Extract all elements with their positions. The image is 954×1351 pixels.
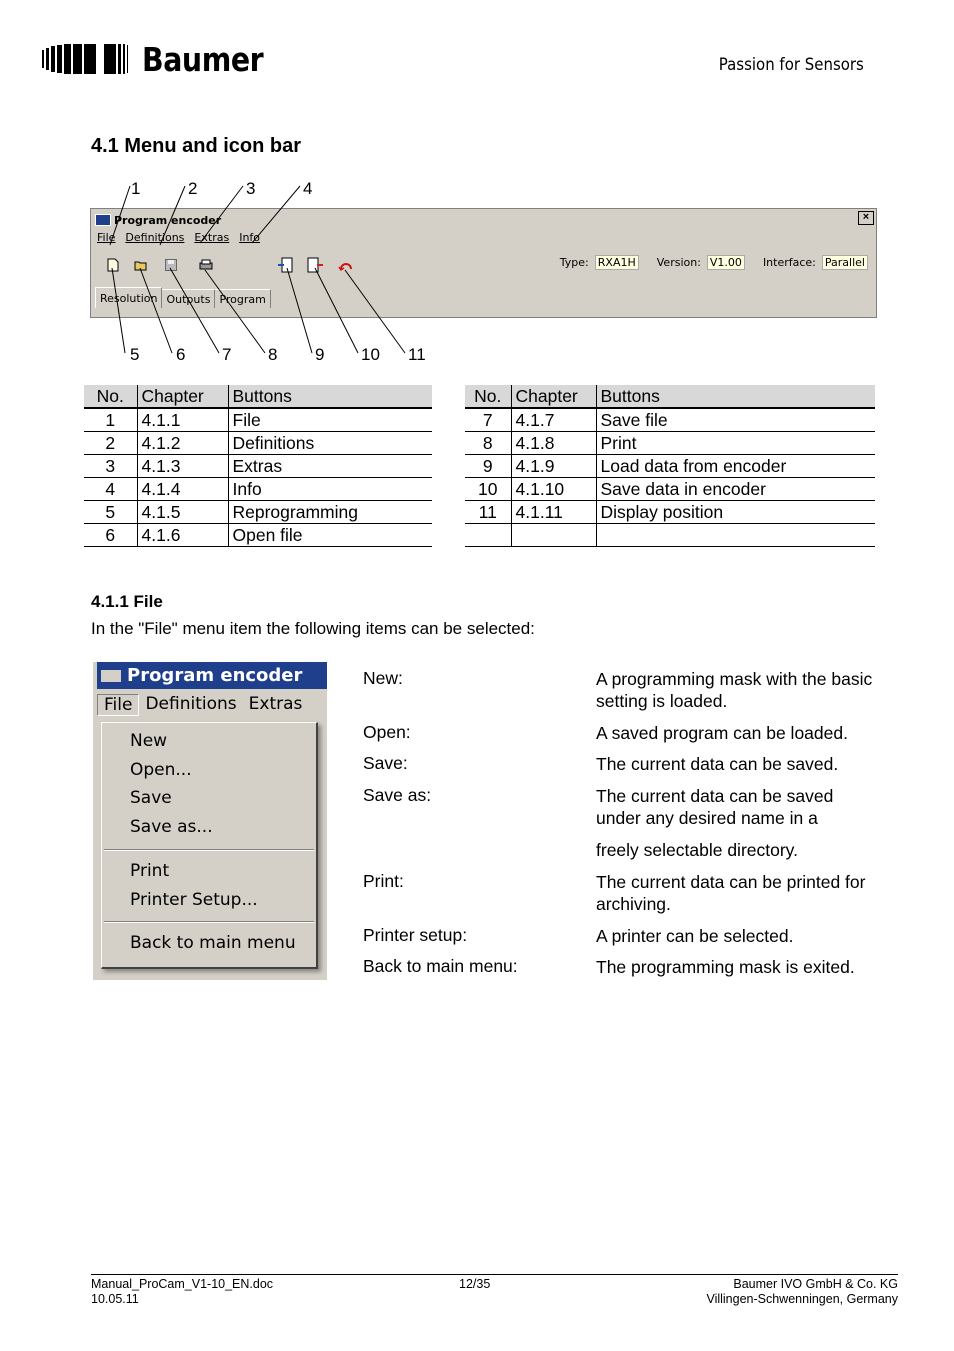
- cell-button: Load data from encoder: [596, 455, 875, 478]
- table-row: [465, 524, 875, 547]
- cell-chapter: 4.1.8: [511, 432, 596, 455]
- cell-chapter: 4.1.2: [137, 432, 228, 455]
- menu-item-new[interactable]: New: [130, 731, 168, 751]
- menu-extras[interactable]: Extras: [194, 231, 230, 244]
- footer-company: Baumer IVO GmbH & Co. KG: [733, 1277, 898, 1291]
- table-row: [465, 432, 875, 455]
- close-icon[interactable]: ×: [858, 211, 874, 225]
- file-dropdown: [101, 722, 318, 969]
- callout-2: 2: [188, 179, 198, 198]
- desc-text-new: A programming mask with the basic setting is loaded.: [596, 669, 873, 711]
- cell-no: 6: [84, 524, 137, 547]
- header-no: No.: [84, 385, 137, 408]
- callout-3: 3: [246, 179, 256, 198]
- menu-definitions[interactable]: Definitions: [145, 694, 237, 714]
- cell-no: 7: [465, 408, 511, 432]
- open-folder-icon[interactable]: [134, 258, 148, 272]
- cell-chapter: [511, 524, 596, 547]
- cell-chapter: 4.1.1: [137, 408, 228, 432]
- cell-no: 8: [465, 432, 511, 455]
- cell-button: Extras: [228, 455, 432, 478]
- printer-icon[interactable]: [199, 258, 213, 272]
- cell-chapter: 4.1.10: [511, 478, 596, 501]
- window-title: Program encoder: [114, 213, 222, 227]
- tab-outputs[interactable]: Outputs: [162, 289, 215, 308]
- desc-text-back-to-main: The programming mask is exited.: [596, 957, 855, 977]
- cell-no: 10: [465, 478, 511, 501]
- desc-text-open: A saved program can be loaded.: [596, 723, 848, 743]
- cell-chapter: 4.1.9: [511, 455, 596, 478]
- cell-no: 5: [84, 501, 137, 524]
- tagline: Passion for Sensors: [718, 55, 864, 75]
- cell-no: 11: [465, 501, 511, 524]
- cell-button: Save data in encoder: [596, 478, 875, 501]
- logo-mark-icon: [42, 44, 128, 74]
- desc-label-print: Print:: [363, 871, 404, 891]
- menu-item-save[interactable]: Save: [130, 788, 172, 808]
- cell-chapter: 4.1.3: [137, 455, 228, 478]
- desc-text-save-as-continued: freely selectable directory.: [596, 840, 798, 860]
- cell-button: Open file: [228, 524, 432, 547]
- type-value: RXA1H: [595, 255, 639, 270]
- tab-resolution[interactable]: Resolution: [95, 287, 162, 308]
- table-row: [465, 408, 875, 432]
- buttons-table-right: [465, 385, 875, 547]
- cell-chapter: 4.1.7: [511, 408, 596, 432]
- header-buttons: Buttons: [596, 385, 875, 408]
- desc-text-printer-setup: A printer can be selected.: [596, 926, 794, 946]
- cell-no: [465, 524, 511, 547]
- table-row: [84, 501, 432, 524]
- callout-5: 5: [130, 345, 140, 364]
- desc-label-new: New:: [363, 668, 403, 688]
- program-encoder-window: [90, 208, 877, 318]
- menu-item-save-as[interactable]: Save as...: [130, 817, 213, 837]
- app-icon: [95, 214, 111, 226]
- menu-separator: [104, 849, 314, 851]
- buttons-table-left: [84, 385, 432, 547]
- cell-no: 3: [84, 455, 137, 478]
- load-from-encoder-icon[interactable]: [277, 256, 295, 274]
- callout-7: 7: [222, 345, 232, 364]
- logo-text: Baumer: [142, 39, 264, 79]
- interface-value: Parallel: [822, 255, 868, 270]
- desc-text-save-as: The current data can be saved under any desired name in a: [596, 786, 834, 828]
- desc-label-open: Open:: [363, 722, 411, 742]
- footer-date: 10.05.11: [91, 1292, 139, 1306]
- desc-text-print: The current data can be printed for archiving.: [596, 872, 866, 914]
- menu-bar: [97, 231, 260, 244]
- header-chapter: Chapter: [137, 385, 228, 408]
- cell-no: 4: [84, 478, 137, 501]
- menu-item-back-to-main[interactable]: Back to main menu: [130, 933, 296, 953]
- version-value: V1.00: [707, 255, 745, 270]
- new-file-icon[interactable]: [106, 258, 120, 272]
- menu-extras[interactable]: Extras: [248, 694, 303, 714]
- cell-button: Reprogramming: [228, 501, 432, 524]
- table-row: [84, 432, 432, 455]
- desc-label-printer-setup: Printer setup:: [363, 925, 468, 945]
- menu-item-printer-setup[interactable]: Printer Setup...: [130, 890, 258, 910]
- file-menu-titlebar: [97, 662, 327, 689]
- desc-label-save: Save:: [363, 753, 408, 773]
- intro-text: In the "File" menu item the following items can be selected:: [91, 619, 535, 638]
- cell-button: File: [228, 408, 432, 432]
- cell-button: [596, 524, 875, 547]
- cell-chapter: 4.1.4: [137, 478, 228, 501]
- window-titlebar: [93, 211, 874, 229]
- table-row: [465, 501, 875, 524]
- callout-9: 9: [315, 345, 325, 364]
- desc-text-save: The current data can be saved.: [596, 754, 839, 774]
- footer-page: 12/35: [459, 1277, 491, 1291]
- callout-6: 6: [176, 345, 186, 364]
- section-title: 4.1 Menu and icon bar: [91, 135, 302, 157]
- app-icon: [101, 670, 121, 682]
- save-to-encoder-icon[interactable]: [306, 256, 324, 274]
- callout-4: 4: [303, 179, 313, 198]
- desc-label-back-to-main: Back to main menu:: [363, 956, 518, 976]
- header-no: No.: [465, 385, 511, 408]
- baumer-logo: [42, 39, 283, 79]
- cell-no: 2: [84, 432, 137, 455]
- header-buttons: Buttons: [228, 385, 432, 408]
- cell-button: Display position: [596, 501, 875, 524]
- menu-info[interactable]: Info: [239, 231, 261, 244]
- table-row: [84, 524, 432, 547]
- cell-button: Print: [596, 432, 875, 455]
- footer-filename: Manual_ProCam_V1-10_EN.doc: [91, 1277, 274, 1291]
- menu-item-open[interactable]: Open...: [130, 760, 192, 780]
- table-row: [465, 478, 875, 501]
- version-label: Version:: [656, 256, 701, 269]
- cell-chapter: 4.1.5: [137, 501, 228, 524]
- tab-strip: [95, 289, 271, 308]
- menu-file[interactable]: File: [97, 231, 116, 244]
- cell-button: Info: [228, 478, 432, 501]
- cell-chapter: 4.1.6: [137, 524, 228, 547]
- cell-button: Definitions: [228, 432, 432, 455]
- cell-no: 9: [465, 455, 511, 478]
- cell-chapter: 4.1.11: [511, 501, 596, 524]
- file-menu-title: Program encoder: [127, 665, 303, 686]
- menu-item-print[interactable]: Print: [130, 861, 170, 881]
- footer-location: Villingen-Schwenningen, Germany: [706, 1292, 898, 1306]
- desc-label-save-as: Save as:: [363, 785, 432, 805]
- tab-program[interactable]: Program: [215, 289, 270, 308]
- cell-no: 1: [84, 408, 137, 432]
- callout-10: 10: [361, 345, 380, 364]
- type-label: Type:: [559, 256, 589, 269]
- interface-label: Interface:: [762, 256, 816, 269]
- header-chapter: Chapter: [511, 385, 596, 408]
- table-row: [84, 408, 432, 432]
- callout-8: 8: [268, 345, 278, 364]
- file-menu-screenshot: [93, 662, 327, 980]
- file-menu-bar: [97, 694, 308, 716]
- display-position-icon[interactable]: [338, 257, 354, 273]
- callout-1: 1: [131, 179, 141, 198]
- menu-file[interactable]: File: [97, 694, 139, 716]
- footer-rule: [91, 1274, 898, 1275]
- menu-separator: [104, 921, 314, 923]
- subsection-title: 4.1.1 File: [91, 592, 163, 611]
- encoder-info: [560, 255, 868, 270]
- table-row: [84, 478, 432, 501]
- table-row: [465, 455, 875, 478]
- table-row: [84, 455, 432, 478]
- cell-button: Save file: [596, 408, 875, 432]
- save-disk-icon[interactable]: [164, 258, 178, 272]
- menu-definitions[interactable]: Definitions: [125, 231, 185, 244]
- callout-11: 11: [408, 345, 426, 364]
